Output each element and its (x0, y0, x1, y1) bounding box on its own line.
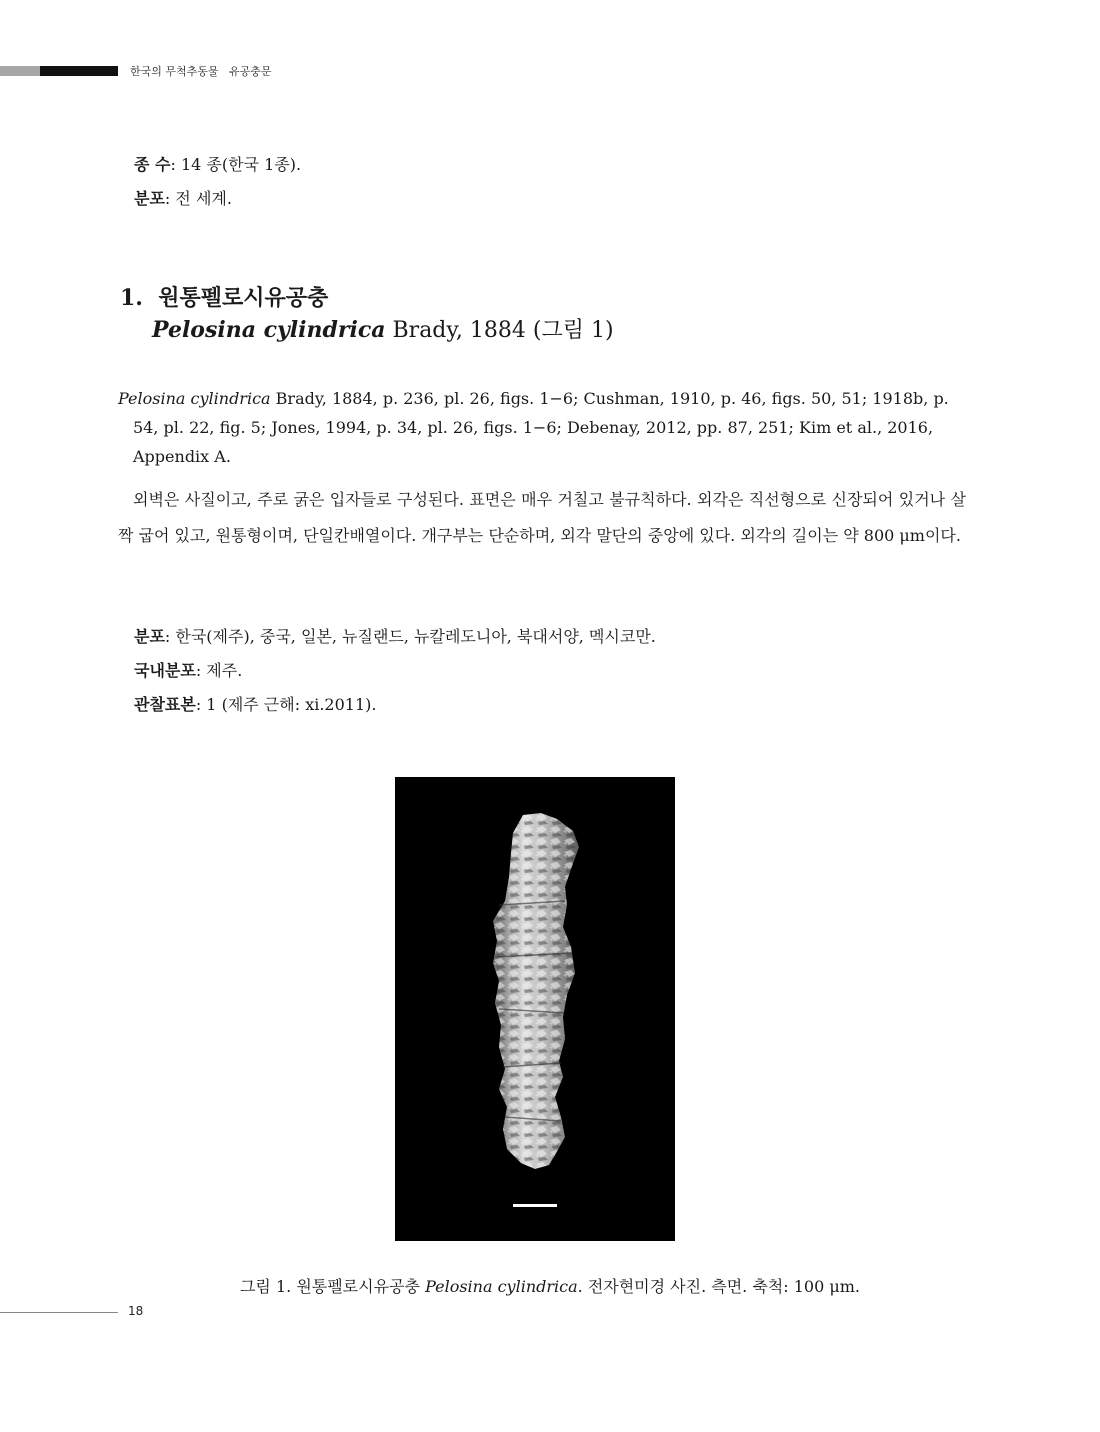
korea-distribution-line (134, 661, 242, 681)
distribution-value: : 한국(제주), 중국, 일본, 뉴질랜드, 뉴칼레도니아, 북대서양, 멕시코만. (164, 627, 656, 646)
korea-distribution-value: : 제주. (195, 661, 243, 680)
specimen-body (493, 813, 579, 1169)
synonymy-text: Brady, 1884, p. 236, pl. 26, figs. 1−6; Cushman, 1910, p. 46, figs. 50, 51; 1918b, p. 54, pl. 22, fig. 5; Jones, 1994, p. 34, pl. 26, figs. 1−6; Debenay, 2012, pp. 87, 251; Kim et al., 2016, Appendix A. (133, 389, 949, 466)
species-count-label: 종 수 (134, 155, 171, 174)
distribution-line (134, 627, 656, 647)
figure-caption (0, 1277, 1100, 1297)
description-paragraph: 외벽은 사질이고, 주로 굵은 입자들로 구성된다. 표면은 매우 거칠고 불규칙하다. 외각은 직선형으로 신장되어 있거나 살짝 굽어 있고, 원통형이며, 단일칸배열이다. 개구부는 단순하며, 외각 말단의 중앙에 있다. 외각의 길이는 약 800 μm이다. (118, 490, 966, 545)
species-number: 1. (120, 285, 143, 311)
sem-micrograph (395, 777, 675, 1241)
species-author: Brady, 1884 (385, 318, 526, 343)
distribution-label: 분포 (134, 627, 165, 646)
genus-distribution-label: 분포 (134, 189, 165, 208)
footer-rule (0, 1312, 118, 1313)
specimen-line (134, 695, 376, 715)
caption-suffix: . 전자현미경 사진. 측면. 축척: 100 μm. (577, 1277, 861, 1296)
header-black-bar (40, 66, 118, 76)
species-figure-ref: (그림 1) (525, 318, 614, 343)
specimen-label: 관찰표본 (134, 695, 196, 714)
page-number: 18 (128, 1304, 144, 1318)
species-count-line (134, 155, 301, 175)
genus-distribution-value: : 전 세계. (164, 189, 232, 208)
species-scientific-heading (152, 316, 614, 345)
specimen-value: : 1 (제주 근해: xi.2011). (195, 695, 377, 714)
species-heading (120, 284, 328, 312)
synonymy-name: Pelosina cylindrica (118, 389, 271, 408)
caption-scientific-name: Pelosina cylindrica (425, 1277, 578, 1296)
species-count-value: : 14 종(한국 1종). (170, 155, 302, 174)
running-title: 한국의 무척추동물 유공충문 (130, 65, 272, 78)
korea-distribution-label: 국내분포 (134, 661, 196, 680)
genus-distribution-line (134, 189, 232, 209)
species-korean-name: 원통펠로시유공충 (158, 285, 329, 311)
foraminifera-specimen-image (395, 777, 675, 1241)
species-scientific-name: Pelosina cylindrica (152, 317, 386, 343)
scale-bar (513, 1204, 557, 1207)
caption-prefix: 그림 1. 원통펠로시유공충 (239, 1277, 426, 1296)
header-grey-bar (0, 66, 40, 76)
synonymy-paragraph (118, 384, 979, 471)
